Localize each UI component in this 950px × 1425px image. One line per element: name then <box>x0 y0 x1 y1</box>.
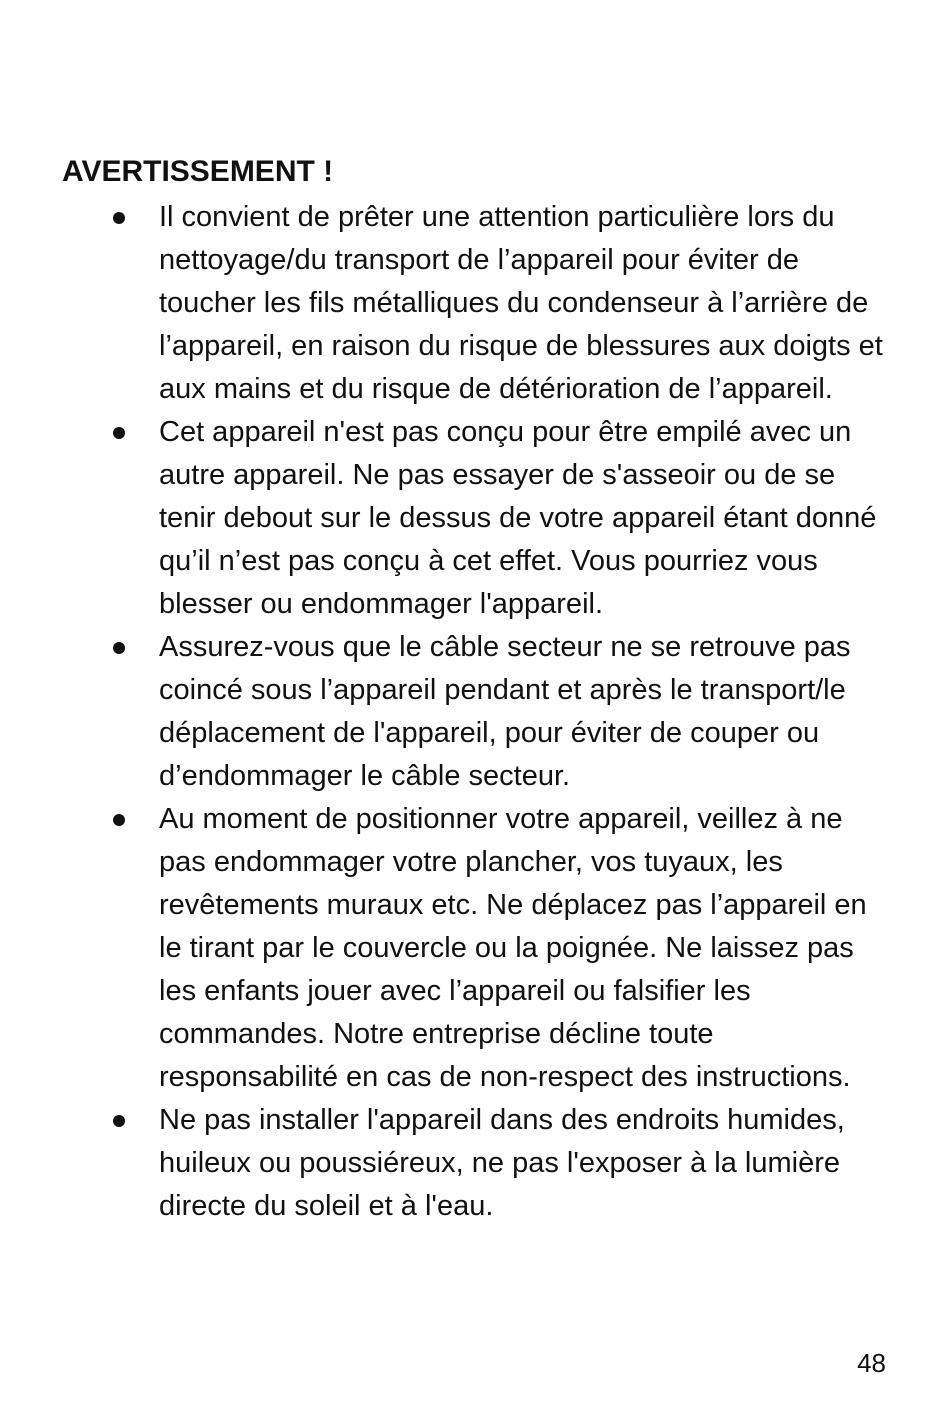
page-number: 48 <box>857 1348 886 1378</box>
list-item <box>0 196 889 411</box>
list-item-text: Assurez-vous que le câble secteur ne se retrouve pas coincé sous l’appareil pendant et après le transport/le déplacement de l'appareil, pour éviter de couper ou d’endommager le câble secteur. <box>159 631 851 792</box>
list-item <box>0 626 889 798</box>
bullet-icon <box>113 642 125 654</box>
list-item-text: Cet appareil n'est pas conçu pour être empilé avec un autre appareil. Ne pas essayer de s'asseoir ou de se tenir debout sur le dessus de votre appareil étant donné qu’il n’est pas conçu à cet effet. Vous pourriez vous blesser ou endommager l'appareil. <box>159 416 877 620</box>
list-item <box>0 1099 889 1228</box>
list-item-text: Au moment de positionner votre appareil, veillez à ne pas endommager votre plancher, vos tuyaux, les revêtements muraux etc. Ne déplacez pas l’appareil en le tirant par le couvercle ou la poignée. Ne laissez pas les enfants jouer avec l’appareil ou falsifier les commandes. Notre entreprise décline toute responsabilité en cas de non-respect des instructions. <box>159 803 867 1093</box>
bullet-icon <box>113 814 125 826</box>
bullet-icon <box>113 427 125 439</box>
list-item <box>0 798 889 1099</box>
bullet-icon <box>113 212 125 224</box>
warning-list <box>0 196 950 1228</box>
list-item <box>0 411 889 626</box>
bullet-icon <box>113 1115 125 1127</box>
warning-heading: AVERTISSEMENT ! <box>62 155 334 188</box>
list-item-text: Ne pas installer l'appareil dans des endroits humides, huileux ou poussiéreux, ne pas l'exposer à la lumière directe du soleil et à l'eau. <box>159 1104 845 1222</box>
list-item-text: Il convient de prêter une attention particulière lors du nettoyage/du transport de l’appareil pour éviter de toucher les fils métalliques du condenseur à l’arrière de l’appareil, en raison du risque de blessures aux doigts et aux mains et du risque de détérioration de l’appareil. <box>159 201 883 405</box>
